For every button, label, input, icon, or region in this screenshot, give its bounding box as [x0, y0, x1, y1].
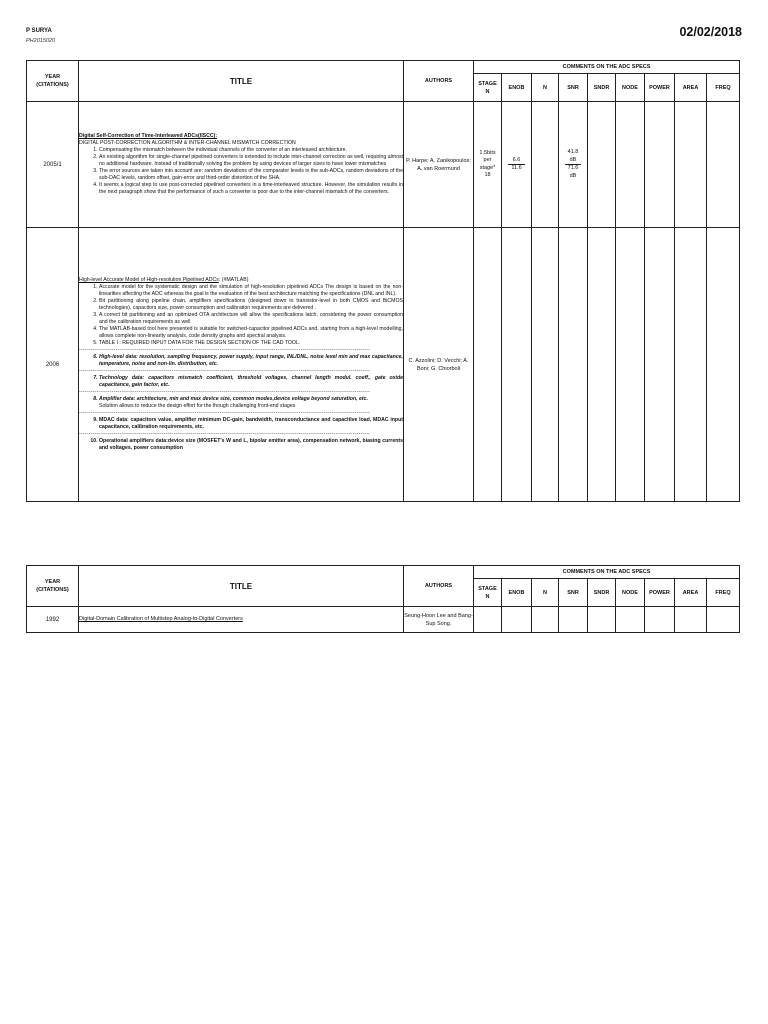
list-item: 3. The error sources are taken into account are: random deviations of the comparator levels in the sub-ADCs, random deviations of the sub-DAC levels, random offset, gain-error and third-order distortion of the SHA.	[99, 168, 403, 182]
list-item: 7. Technology data: capacitors mismatch coefficient, threshold voltages, channel length modul. coeff., gate oxide capacitance, gain factor, etc.	[99, 375, 403, 389]
list-item: 5. TABLE I : REQUIRED INPUT DATA FOR THE DESIGN SECTION OF THE CAD TOOL.	[99, 340, 403, 347]
n-header: N	[532, 579, 559, 607]
list-item: 8. Amplifier data: architecture, min and max device size, common modes,device voltage beyond saturation, etc.	[99, 396, 403, 403]
area-cell	[675, 102, 707, 228]
notes-list	[79, 284, 403, 347]
snr-unit: dB	[569, 156, 577, 163]
table-row	[27, 607, 740, 633]
list-item: 3. A correct bit partitioning and an optimized OTA architecture will allow the specifications latch, considering the power consumption and the calibration requirements as well	[99, 312, 403, 326]
paper-title-line	[79, 277, 403, 284]
year-header-label: YEAR	[44, 74, 61, 80]
stage-value: stage*	[479, 164, 496, 171]
paper-title-suffix: : (#MATLAB)	[218, 277, 249, 283]
freq-cell	[707, 228, 740, 502]
separator-line: -------------------------------------------------------------------------------------------------------------------------------------------------------	[79, 431, 371, 437]
snr-value-bottom	[565, 165, 582, 180]
stage-cell	[474, 607, 502, 633]
list-item: 6. High-level data: resolution, sampling frequency, power supply, input range, INL/DNL, noise level min and max capacitance, temperature, noise and non-lin. distribution, etc.	[99, 354, 403, 368]
stage-n-label: N	[485, 88, 490, 95]
stage-value: 1.5bits	[479, 149, 496, 156]
citations-header-label: (CITATIONS)	[36, 587, 69, 593]
enob-value: 6.6	[508, 157, 524, 166]
node-cell	[616, 607, 645, 633]
student-id: PH2015020	[26, 38, 56, 44]
area-header: AREA	[675, 579, 707, 607]
notes-list	[79, 147, 403, 196]
sndr-cell	[588, 228, 616, 502]
list-item: 2. Bit partitioning along pipeline chain, amplifiers specifications (designed down to transistor-level in both CMOS and BiCMOS technologies), capacitors size, power consumption and calibration requirements are delivered .	[99, 298, 403, 312]
stage-value: 18	[484, 172, 491, 178]
comments-header: COMMENTS ON THE ADC SPECS	[474, 566, 740, 579]
adc-literature-table-1	[26, 60, 740, 502]
table-row	[27, 228, 740, 502]
power-cell	[645, 102, 675, 228]
area-cell	[675, 228, 707, 502]
paper-title: High-level Accurate Model of High-resolution Pipelined ADCs	[79, 277, 219, 283]
paper-subtitle: DIGITAL POST-CORRECTION ALGORITHM & INTER-CHANNEL MISMATCH CORRECTION	[79, 140, 296, 146]
freq-header: FREQ	[707, 579, 740, 607]
list-item: 2. An existing algorithm for single-channel pipelined converters is extended to include inter-channel correction as well, requiring almost no additional hardware. Instead of traditionally solving the problem by using devices of larger sizes to have lower mismatches	[99, 154, 403, 168]
freq-header: FREQ	[707, 74, 740, 102]
snr-value: 71.6	[567, 165, 579, 171]
notes-list	[79, 375, 403, 389]
citations-header-label: (CITATIONS)	[36, 82, 69, 88]
table-row	[27, 102, 740, 228]
node-cell	[616, 102, 645, 228]
authors-cell: P. Harpe; A. Zanikopoulos; A. van Roermund	[404, 102, 474, 228]
enob-cell	[502, 102, 532, 228]
n-cell	[532, 102, 559, 228]
freq-cell	[707, 607, 740, 633]
year-header	[27, 61, 79, 102]
stage-header	[474, 74, 502, 102]
comments-header: COMMENTS ON THE ADC SPECS	[474, 61, 740, 74]
paper-title: Digital-Domain Calibration of Multistep Analog-to-Digital Converters	[79, 616, 243, 622]
snr-unit: dB	[569, 172, 577, 179]
sndr-cell	[588, 102, 616, 228]
authors-header: AUTHORS	[404, 61, 474, 102]
title-header: TITLE	[79, 566, 404, 607]
notes-list	[79, 354, 403, 368]
sndr-header: SNDR	[588, 74, 616, 102]
year-cell: 2006	[27, 228, 79, 502]
title-cell	[79, 102, 404, 228]
snr-cell	[559, 102, 588, 228]
paper-title: Digital Self-Correction of Time-Interleaved ADCs(IISCC):	[79, 133, 218, 139]
n-cell	[532, 228, 559, 502]
snr-value: 41.8	[567, 149, 579, 155]
area-cell	[675, 607, 707, 633]
stage-cell	[474, 102, 502, 228]
power-cell	[645, 228, 675, 502]
node-header: NODE	[616, 579, 645, 607]
notes-list	[79, 438, 403, 452]
adc-literature-table-2	[26, 565, 740, 633]
stage-header	[474, 579, 502, 607]
title-cell	[79, 607, 404, 633]
n-header: N	[532, 74, 559, 102]
authors-cell: Seung-Hoon Lee and Bang-Sup Song.	[404, 607, 474, 633]
year-header-label: YEAR	[44, 579, 61, 585]
year-cell: 1992	[27, 607, 79, 633]
authors-cell: C. Azzolini; D. Vecchi; A. Boni; G. Chiorboli	[404, 228, 474, 502]
list-item: 10. Operational amplifiers data:device size (MOSFET's W and L, bipolar emitter area), compensation network, biasing currents and voltages, power consumption	[99, 438, 403, 452]
snr-cell	[559, 228, 588, 502]
document-date: 02/02/2018	[679, 25, 742, 39]
n-cell	[532, 607, 559, 633]
snr-header: SNR	[559, 74, 588, 102]
list-item: 4. It seems a logical step to use post-corrected pipelined converters in a time-interleaved structure. However, the simulation results in the next paragraph show that the performance of such a converter is poor due to the inter-channel mismatch of the converters.	[99, 182, 403, 196]
enob-header: ENOB	[502, 74, 532, 102]
separator-line: -------------------------------------------------------------------------------------------------------------------------------------------------------	[79, 347, 371, 353]
enob-header: ENOB	[502, 579, 532, 607]
enob-value: 11.6	[511, 165, 522, 171]
power-header: POWER	[645, 74, 675, 102]
list-item: 1. Accurate model for the systematic design and the simulation of high-resolution pipelined ADCs The design is based on the non-linearities affecting the ADC whereas the goal is the evaluation of the best architecture matching the specifications (DNL and INL).	[99, 284, 403, 298]
list-item: 1. Compensating the mismatch between the individual channels of the converter of an interleaved architecture.	[99, 147, 403, 154]
list-item: 9. MDAC data: capacitors value, amplifier minimum DC-gain, bandwidth, transconductance and capacitive load, MDAC input capacitance, calibration requirements, etc.	[99, 417, 403, 431]
year-header	[27, 566, 79, 607]
stage-n-label: N	[485, 593, 490, 600]
enob-cell	[502, 228, 532, 502]
area-header: AREA	[675, 74, 707, 102]
separator-line: -------------------------------------------------------------------------------------------------------------------------------------------------------	[79, 410, 371, 416]
note-text: Solution allows to reduce the design effort for the though challenging front-end stages	[99, 403, 296, 409]
sndr-header: SNDR	[588, 579, 616, 607]
stage-header-label: STAGE	[478, 585, 497, 592]
stage-cell	[474, 228, 502, 502]
title-header: TITLE	[79, 61, 404, 102]
stage-header-label: STAGE	[478, 80, 497, 87]
author-name: P SURYA	[26, 28, 52, 34]
freq-cell	[707, 102, 740, 228]
notes-list	[79, 417, 403, 431]
snr-header: SNR	[559, 579, 588, 607]
power-header: POWER	[645, 579, 675, 607]
list-item: 4. The MATLAB-based tool here presented is suitable for switched-capacitor pipelined ADCs and, starting from a high-level modelling, allows complete non-linearity analysis, code density graphs and spectral analysis.	[99, 326, 403, 340]
snr-value-top	[565, 149, 582, 165]
sndr-cell	[588, 607, 616, 633]
enob-cell	[502, 607, 532, 633]
separator-line: -------------------------------------------------------------------------------------------------------------------------------------------------------	[79, 389, 371, 395]
power-cell	[645, 607, 675, 633]
snr-cell	[559, 607, 588, 633]
title-cell	[79, 228, 404, 502]
year-cell: 2005/1	[27, 102, 79, 228]
node-header: NODE	[616, 74, 645, 102]
authors-header: AUTHORS	[404, 566, 474, 607]
stage-value: per	[483, 157, 492, 163]
node-cell	[616, 228, 645, 502]
notes-list	[79, 396, 403, 403]
separator-line: -------------------------------------------------------------------------------------------------------------------------------------------------------	[79, 368, 371, 374]
